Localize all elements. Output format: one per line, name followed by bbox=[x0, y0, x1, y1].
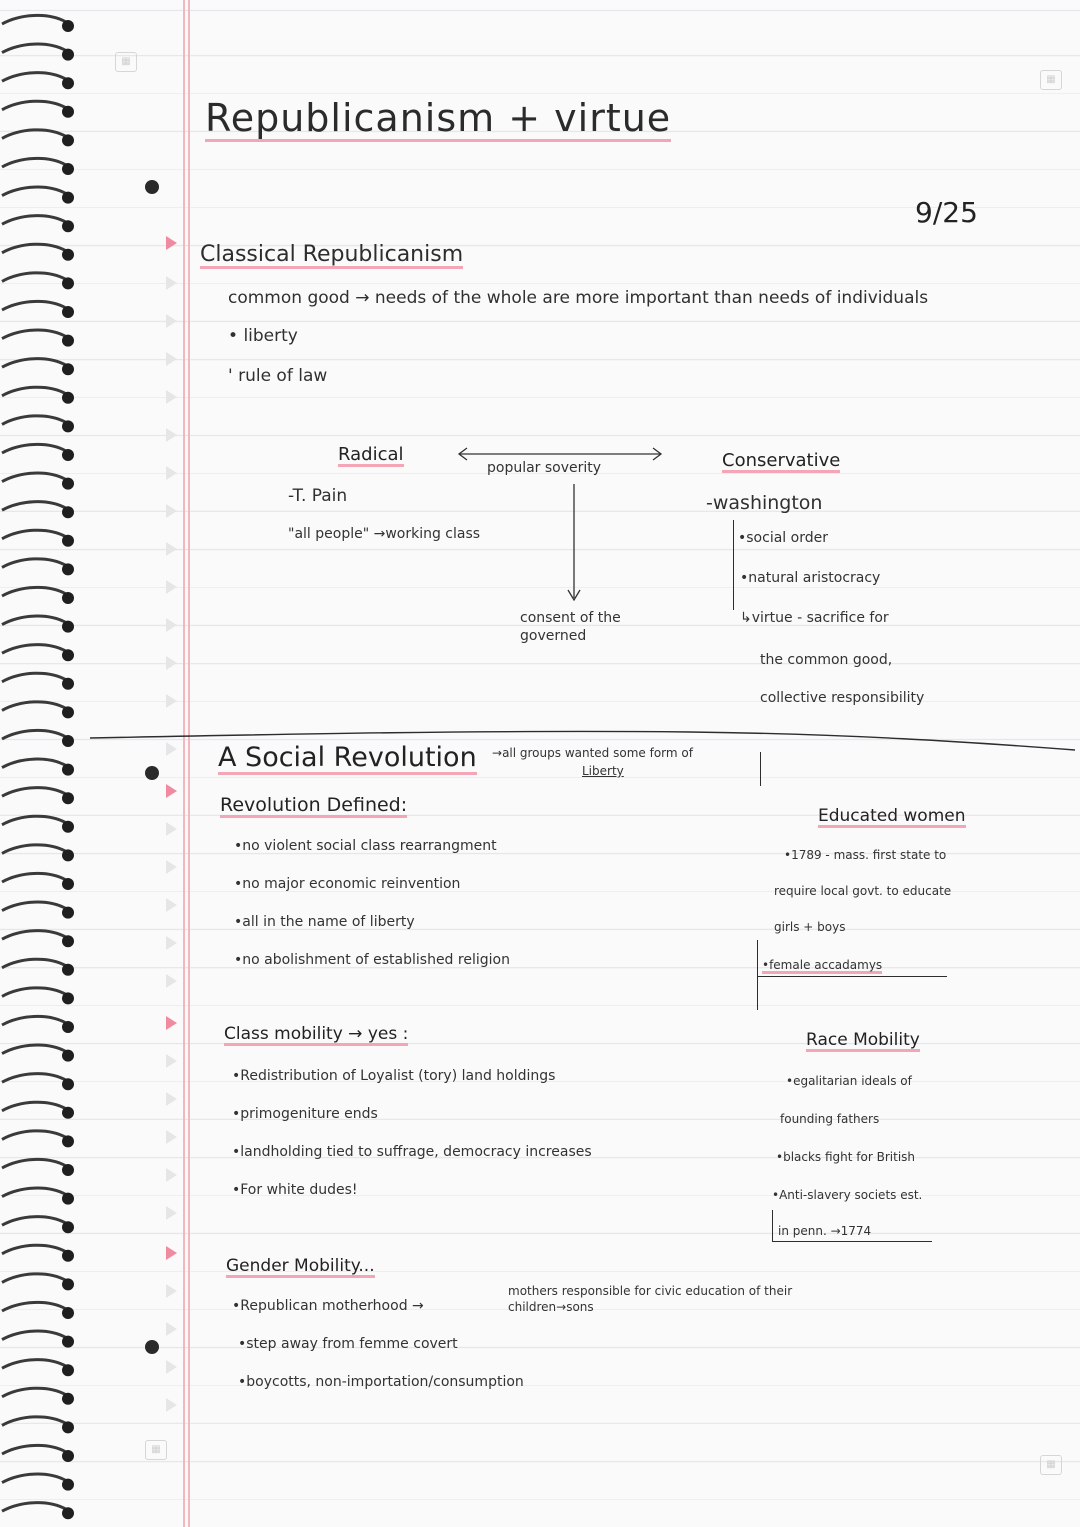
arrow-right-icon: → bbox=[355, 288, 375, 308]
liberty-term: liberty bbox=[243, 326, 298, 346]
race-item: •Anti-slavery societs est. bbox=[772, 1188, 923, 1202]
spiral-hole bbox=[62, 1450, 74, 1462]
social-revolution-note: →all groups wanted some form of bbox=[492, 746, 693, 760]
spiral-hole bbox=[62, 964, 74, 976]
spiral-hole bbox=[62, 192, 74, 204]
spiral-ring bbox=[2, 1331, 66, 1340]
spiral-ring bbox=[2, 502, 66, 511]
race-item: in penn. →1774 bbox=[778, 1224, 872, 1238]
educated-item: •1789 - mass. first state to bbox=[784, 848, 947, 862]
spiral-ring bbox=[2, 616, 66, 625]
gender-item: •step away from femme covert bbox=[238, 1336, 458, 1352]
triangle-icon bbox=[166, 1016, 177, 1030]
spiral-ring bbox=[2, 15, 66, 24]
revolution-defined-text: Revolution Defined: bbox=[220, 794, 408, 816]
educated-item bbox=[762, 958, 882, 972]
revolution-defined-heading bbox=[220, 794, 407, 816]
spiral-ring bbox=[2, 988, 66, 997]
classical-item-common-good bbox=[228, 288, 928, 308]
triangle-icon bbox=[166, 656, 177, 670]
educated-item-text: •female accadamys bbox=[762, 958, 883, 972]
conservative-label bbox=[722, 450, 840, 471]
defined-item: •no abolishment of established religion bbox=[234, 952, 510, 968]
spiral-ring bbox=[2, 1445, 66, 1454]
triangle-icon bbox=[166, 276, 177, 290]
triangle-icon bbox=[166, 314, 177, 328]
punch-hole bbox=[145, 180, 159, 194]
down-arrow-icon bbox=[566, 482, 586, 607]
spiral-ring bbox=[2, 931, 66, 940]
page-corner-icon: ▦ bbox=[145, 1440, 167, 1460]
spiral-hole bbox=[62, 1507, 74, 1519]
page-corner-icon: ▦ bbox=[115, 52, 137, 72]
spiral-ring bbox=[2, 645, 66, 654]
spiral-ring bbox=[2, 1503, 66, 1512]
spiral-ring bbox=[2, 1016, 66, 1025]
educated-item: girls + boys bbox=[774, 920, 846, 934]
spiral-hole bbox=[62, 821, 74, 833]
spiral-ring bbox=[2, 158, 66, 167]
triangle-icon bbox=[166, 428, 177, 442]
spiral-ring bbox=[2, 702, 66, 711]
race-mobility-text: Race Mobility bbox=[806, 1030, 920, 1050]
spiral-ring bbox=[2, 73, 66, 82]
class-item: •For white dudes! bbox=[232, 1182, 358, 1198]
bracket-line bbox=[772, 1210, 773, 1242]
spiral-ring bbox=[2, 1360, 66, 1369]
page-corner-icon: ▦ bbox=[1040, 1455, 1062, 1475]
spiral-hole bbox=[62, 764, 74, 776]
class-item: •primogeniture ends bbox=[232, 1106, 378, 1122]
spiral-hole bbox=[62, 992, 74, 1004]
spiral-binding bbox=[0, 0, 80, 1527]
spiral-hole bbox=[62, 420, 74, 432]
spiral-hole bbox=[62, 621, 74, 633]
spiral-hole bbox=[62, 249, 74, 261]
spiral-hole bbox=[62, 134, 74, 146]
spiral-ring bbox=[2, 359, 66, 368]
motherhood-note: children→sons bbox=[508, 1300, 594, 1314]
margin-line bbox=[188, 0, 190, 1527]
divider-tick bbox=[760, 752, 761, 786]
spiral-hole bbox=[62, 935, 74, 947]
race-item: founding fathers bbox=[780, 1112, 880, 1126]
conservative-text: Conservative bbox=[722, 450, 841, 471]
social-revolution-liberty: Liberty bbox=[582, 764, 624, 778]
spiral-hole bbox=[62, 306, 74, 318]
spiral-hole bbox=[62, 363, 74, 375]
spiral-hole bbox=[62, 706, 74, 718]
spiral-ring bbox=[2, 559, 66, 568]
class-item: •landholding tied to suffrage, democracy increases bbox=[232, 1144, 592, 1160]
educated-item: require local govt. to educate bbox=[774, 884, 952, 898]
spiral-ring bbox=[2, 1245, 66, 1254]
spiral-hole bbox=[62, 77, 74, 89]
spiral-hole bbox=[62, 1107, 74, 1119]
spiral-hole bbox=[62, 792, 74, 804]
spiral-hole bbox=[62, 506, 74, 518]
spiral-ring bbox=[2, 1074, 66, 1083]
spiral-hole bbox=[62, 478, 74, 490]
spiral-ring bbox=[2, 101, 66, 110]
spiral-ring bbox=[2, 216, 66, 225]
gender-mobility-heading bbox=[226, 1256, 375, 1276]
spiral-ring bbox=[2, 301, 66, 310]
spiral-ring bbox=[2, 959, 66, 968]
spiral-ring bbox=[2, 816, 66, 825]
radical-item-pain: -T. Pain bbox=[288, 486, 348, 506]
spiral-hole bbox=[62, 1307, 74, 1319]
radical-item-people: "all people" →working class bbox=[288, 526, 481, 542]
spiral-hole bbox=[62, 535, 74, 547]
triangle-icon bbox=[166, 1322, 177, 1336]
triangle-icon bbox=[166, 822, 177, 836]
defined-item: •all in the name of liberty bbox=[234, 914, 415, 930]
spiral-hole bbox=[62, 563, 74, 575]
social-revolution-note-text: all groups wanted some form of bbox=[502, 746, 693, 760]
spiral-hole bbox=[62, 678, 74, 690]
spiral-ring bbox=[2, 788, 66, 797]
spiral-ring bbox=[2, 1388, 66, 1397]
radical-text: Radical bbox=[338, 444, 404, 465]
triangle-icon bbox=[166, 504, 177, 518]
conservative-item-common-good: the common good, bbox=[760, 652, 893, 668]
triangle-icon bbox=[166, 1284, 177, 1298]
class-mobility-text: Class mobility → yes : bbox=[224, 1024, 409, 1044]
spiral-hole bbox=[62, 1364, 74, 1376]
triangle-icon bbox=[166, 1398, 177, 1412]
hook-arrow-icon: ↳ bbox=[740, 610, 752, 626]
spiral-ring bbox=[2, 902, 66, 911]
common-good-term: common good bbox=[228, 288, 350, 308]
spiral-ring bbox=[2, 130, 66, 139]
spiral-hole bbox=[62, 1421, 74, 1433]
arrow-right-icon: → bbox=[412, 1298, 424, 1314]
rule-of-law-term: rule of law bbox=[238, 366, 328, 386]
spiral-hole bbox=[62, 1164, 74, 1176]
triangle-icon bbox=[166, 936, 177, 950]
triangle-icon bbox=[166, 466, 177, 480]
spiral-hole bbox=[62, 106, 74, 118]
triangle-icon bbox=[166, 236, 177, 250]
conservative-item-social-order: •social order bbox=[738, 530, 828, 546]
bracket-line bbox=[733, 520, 734, 610]
spiral-hole bbox=[62, 49, 74, 61]
classical-item-liberty: • liberty bbox=[228, 326, 298, 346]
triangle-icon bbox=[166, 1206, 177, 1220]
educated-women-text: Educated women bbox=[818, 806, 966, 826]
triangle-icon bbox=[166, 1054, 177, 1068]
gender-item-text: •Republican motherhood bbox=[232, 1298, 408, 1314]
bracket-line bbox=[757, 940, 758, 1010]
spiral-hole bbox=[62, 277, 74, 289]
margin-line bbox=[183, 0, 185, 1527]
triangle-icon bbox=[166, 390, 177, 404]
defined-item: •no violent social class rearrangment bbox=[234, 838, 497, 854]
spiral-hole bbox=[62, 1479, 74, 1491]
spiral-ring bbox=[2, 587, 66, 596]
spiral-ring bbox=[2, 416, 66, 425]
page-date: 9/25 bbox=[915, 196, 978, 229]
spiral-ring bbox=[2, 444, 66, 453]
spiral-ring bbox=[2, 845, 66, 854]
race-item: •blacks fight for British bbox=[776, 1150, 916, 1164]
spiral-ring bbox=[2, 44, 66, 53]
conservative-item-collective: collective responsibility bbox=[760, 690, 925, 706]
class-mobility-heading bbox=[224, 1024, 408, 1044]
spiral-hole bbox=[62, 20, 74, 32]
spiral-hole bbox=[62, 907, 74, 919]
triangle-icon bbox=[166, 784, 177, 798]
triangle-icon bbox=[166, 898, 177, 912]
spiral-ring bbox=[2, 387, 66, 396]
punch-hole bbox=[145, 1340, 159, 1354]
motherhood-note: mothers responsible for civic education of their bbox=[508, 1284, 793, 1298]
spiral-ring bbox=[2, 273, 66, 282]
spiral-ring bbox=[2, 1302, 66, 1311]
social-revolution-heading bbox=[218, 742, 477, 773]
spiral-ring bbox=[2, 1188, 66, 1197]
race-item: •egalitarian ideals of bbox=[786, 1074, 912, 1088]
bracket-line bbox=[772, 1241, 932, 1242]
race-mobility-heading bbox=[806, 1030, 920, 1050]
spiral-hole bbox=[62, 1021, 74, 1033]
classical-heading-text: Classical Republicanism bbox=[200, 242, 464, 267]
radical-label bbox=[338, 444, 404, 465]
spiral-hole bbox=[62, 1250, 74, 1262]
spiral-ring bbox=[2, 1474, 66, 1483]
spiral-ring bbox=[2, 1102, 66, 1111]
spiral-ring bbox=[2, 1159, 66, 1168]
triangle-icon bbox=[166, 542, 177, 556]
page-title bbox=[205, 96, 671, 140]
spiral-hole bbox=[62, 849, 74, 861]
consent-line-2: governed bbox=[520, 628, 587, 644]
punch-hole bbox=[145, 766, 159, 780]
popular-sovereignty-label: popular soverity bbox=[487, 460, 602, 476]
spiral-ring bbox=[2, 1417, 66, 1426]
spiral-ring bbox=[2, 730, 66, 739]
spiral-ring bbox=[2, 187, 66, 196]
spiral-ring bbox=[2, 1045, 66, 1054]
spiral-hole bbox=[62, 163, 74, 175]
educated-women-heading bbox=[818, 806, 966, 826]
spiral-ring bbox=[2, 330, 66, 339]
spiral-ring bbox=[2, 873, 66, 882]
spiral-hole bbox=[62, 449, 74, 461]
spiral-hole bbox=[62, 1278, 74, 1290]
triangle-icon bbox=[166, 618, 177, 632]
spiral-hole bbox=[62, 335, 74, 347]
spiral-ring bbox=[2, 759, 66, 768]
consent-line-1: consent of the bbox=[520, 610, 621, 626]
spiral-ring bbox=[2, 473, 66, 482]
spiral-hole bbox=[62, 1193, 74, 1205]
spiral-hole bbox=[62, 878, 74, 890]
gender-mobility-text: Gender Mobility... bbox=[226, 1256, 375, 1276]
spiral-hole bbox=[62, 592, 74, 604]
triangle-icon bbox=[166, 1092, 177, 1106]
spiral-ring bbox=[2, 1131, 66, 1140]
page-title-text: Republicanism + virtue bbox=[205, 96, 672, 140]
spiral-hole bbox=[62, 392, 74, 404]
classical-heading bbox=[200, 242, 463, 267]
bracket-line bbox=[757, 976, 947, 977]
triangle-icon bbox=[166, 1168, 177, 1182]
page-corner-icon: ▦ bbox=[1040, 70, 1062, 90]
spiral-ring bbox=[2, 673, 66, 682]
spiral-hole bbox=[62, 1078, 74, 1090]
triangle-icon bbox=[166, 1360, 177, 1374]
spiral-ring bbox=[2, 244, 66, 253]
virtue-text: virtue - sacrifice for bbox=[751, 610, 889, 626]
defined-item: •no major economic reinvention bbox=[234, 876, 461, 892]
conservative-item-virtue bbox=[740, 610, 889, 626]
common-good-detail: needs of the whole are more important than needs of individuals bbox=[374, 288, 929, 308]
spiral-hole bbox=[62, 1221, 74, 1233]
social-revolution-text: A Social Revolution bbox=[218, 742, 477, 773]
triangle-icon bbox=[166, 860, 177, 874]
triangle-icon bbox=[166, 352, 177, 366]
class-item: •Redistribution of Loyalist (tory) land holdings bbox=[232, 1068, 556, 1084]
triangle-icon bbox=[166, 694, 177, 708]
spiral-hole bbox=[62, 1336, 74, 1348]
gender-item: •boycotts, non-importation/consumption bbox=[238, 1374, 524, 1390]
triangle-icon bbox=[166, 1246, 177, 1260]
spiral-ring bbox=[2, 530, 66, 539]
gender-item bbox=[232, 1298, 424, 1314]
spiral-hole bbox=[62, 649, 74, 661]
spiral-hole bbox=[62, 220, 74, 232]
washington-label: -washington bbox=[706, 492, 823, 514]
triangle-icon bbox=[166, 974, 177, 988]
spiral-ring bbox=[2, 1274, 66, 1283]
spiral-ring bbox=[2, 1217, 66, 1226]
classical-item-rule-of-law: ' rule of law bbox=[228, 366, 328, 386]
triangle-icon bbox=[166, 580, 177, 594]
conservative-item-aristocracy: •natural aristocracy bbox=[740, 570, 881, 586]
spiral-hole bbox=[62, 1135, 74, 1147]
spiral-hole bbox=[62, 1393, 74, 1405]
triangle-icon bbox=[166, 1130, 177, 1144]
spiral-hole bbox=[62, 735, 74, 747]
spiral-hole bbox=[62, 1050, 74, 1062]
